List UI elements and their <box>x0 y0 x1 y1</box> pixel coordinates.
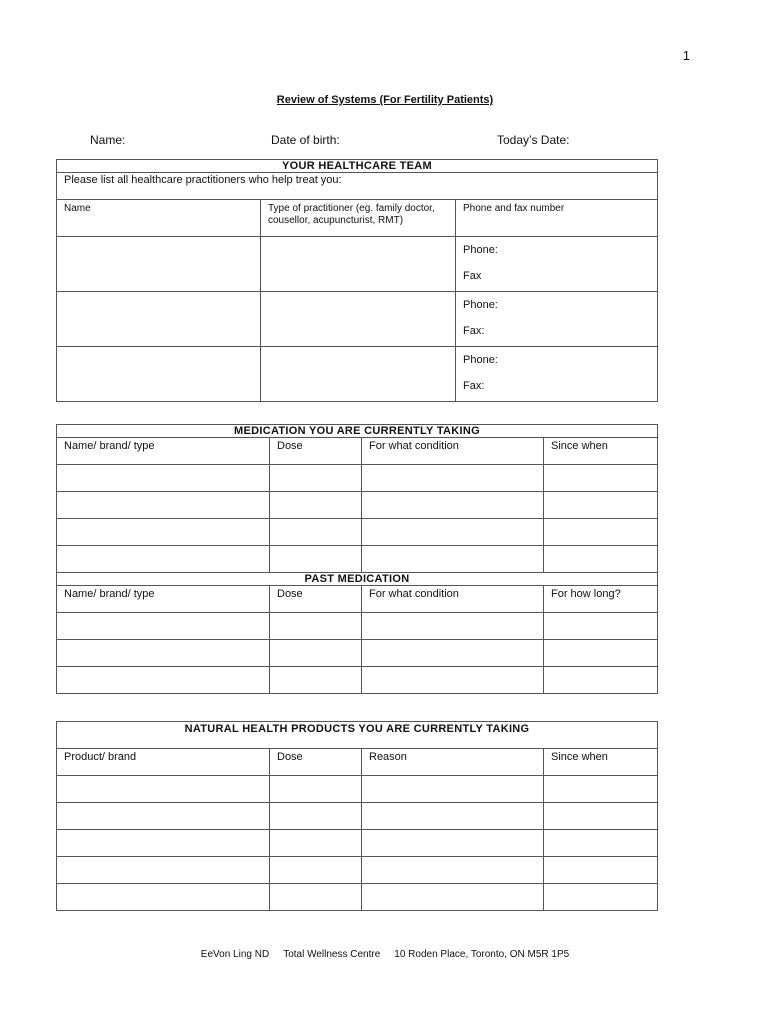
col-header-since-when: Since when <box>544 749 658 776</box>
page-number: 1 <box>682 48 690 63</box>
table-row <box>57 776 658 803</box>
footer-address: 10 Roden Place, Toronto, ON M5R 1P5 <box>394 949 570 960</box>
entry-cell[interactable] <box>544 857 658 884</box>
table-row <box>57 465 658 492</box>
table-row <box>57 492 658 519</box>
name-label: Name: <box>90 133 126 147</box>
entry-cell[interactable] <box>544 492 658 519</box>
footer-practitioner-name: EeVon Ling ND <box>200 949 270 960</box>
entry-cell[interactable] <box>544 613 658 640</box>
col-header-dose: Dose <box>270 749 362 776</box>
medication-table <box>56 424 658 694</box>
dob-label: Date of birth: <box>271 133 340 147</box>
entry-cell[interactable] <box>57 546 270 573</box>
entry-cell[interactable] <box>362 519 544 546</box>
entry-cell[interactable] <box>57 640 270 667</box>
practitioner-name-cell[interactable] <box>57 347 261 402</box>
col-header-since-when: Since when <box>544 438 658 465</box>
fax-label: Fax: <box>463 380 485 392</box>
entry-cell[interactable] <box>362 667 544 694</box>
entry-cell[interactable] <box>270 519 362 546</box>
col-header-condition: For what condition <box>362 438 544 465</box>
entry-cell[interactable] <box>362 465 544 492</box>
phone-fax-cell[interactable] <box>456 292 658 347</box>
table-row <box>57 830 658 857</box>
entry-cell[interactable] <box>270 613 362 640</box>
table-row <box>57 546 658 573</box>
page-title: Review of Systems (For Fertility Patients) <box>276 94 494 106</box>
healthcare-team-title: YOUR HEALTHCARE TEAM <box>57 160 658 173</box>
table-row <box>57 347 658 402</box>
current-medication-title: MEDICATION YOU ARE CURRENTLY TAKING <box>57 425 658 438</box>
table-row <box>57 803 658 830</box>
entry-cell[interactable] <box>57 613 270 640</box>
table-row <box>57 884 658 911</box>
entry-cell[interactable] <box>57 519 270 546</box>
practitioner-name-cell[interactable] <box>57 292 261 347</box>
entry-cell[interactable] <box>544 803 658 830</box>
today-date-label: Today’s Date: <box>497 133 570 147</box>
natural-health-products-title: NATURAL HEALTH PRODUCTS YOU ARE CURRENTLY TAKING <box>57 722 658 749</box>
table-row <box>57 237 658 292</box>
entry-cell[interactable] <box>362 546 544 573</box>
entry-cell[interactable] <box>270 830 362 857</box>
entry-cell[interactable] <box>57 667 270 694</box>
phone-label: Phone: <box>463 244 498 256</box>
table-row <box>57 613 658 640</box>
table-row <box>57 667 658 694</box>
entry-cell[interactable] <box>362 830 544 857</box>
past-medication-title: PAST MEDICATION <box>57 573 658 586</box>
entry-cell[interactable] <box>362 803 544 830</box>
footer-centre-name: Total Wellness Centre <box>283 949 381 960</box>
entry-cell[interactable] <box>362 776 544 803</box>
col-header-med-name: Name/ brand/ type <box>57 586 270 613</box>
phone-fax-cell[interactable] <box>456 237 658 292</box>
healthcare-team-table <box>56 159 658 402</box>
entry-cell[interactable] <box>544 546 658 573</box>
natural-health-products-table <box>56 721 658 911</box>
entry-cell[interactable] <box>544 830 658 857</box>
table-row <box>57 519 658 546</box>
entry-cell[interactable] <box>270 857 362 884</box>
entry-cell[interactable] <box>544 884 658 911</box>
entry-cell[interactable] <box>270 803 362 830</box>
entry-cell[interactable] <box>57 803 270 830</box>
practitioner-name-cell[interactable] <box>57 237 261 292</box>
entry-cell[interactable] <box>362 884 544 911</box>
entry-cell[interactable] <box>57 492 270 519</box>
entry-cell[interactable] <box>57 857 270 884</box>
entry-cell[interactable] <box>270 492 362 519</box>
entry-cell[interactable] <box>57 830 270 857</box>
col-header-dose: Dose <box>270 586 362 613</box>
healthcare-team-instruction: Please list all healthcare practitioners who help treat you: <box>57 173 658 200</box>
table-row <box>57 857 658 884</box>
phone-label: Phone: <box>463 299 498 311</box>
phone-fax-cell[interactable] <box>456 347 658 402</box>
fax-label: Fax: <box>463 325 485 337</box>
page-footer <box>0 949 770 960</box>
col-header-condition: For what condition <box>362 586 544 613</box>
col-header-name: Name <box>57 200 261 237</box>
practitioner-type-cell[interactable] <box>261 237 456 292</box>
col-header-med-name: Name/ brand/ type <box>57 438 270 465</box>
col-header-reason: Reason <box>362 749 544 776</box>
entry-cell[interactable] <box>270 884 362 911</box>
col-header-dose: Dose <box>270 438 362 465</box>
table-row <box>57 640 658 667</box>
entry-cell[interactable] <box>57 884 270 911</box>
entry-cell[interactable] <box>362 492 544 519</box>
phone-label: Phone: <box>463 354 498 366</box>
entry-cell[interactable] <box>270 465 362 492</box>
entry-cell[interactable] <box>270 776 362 803</box>
entry-cell[interactable] <box>270 667 362 694</box>
entry-cell[interactable] <box>544 667 658 694</box>
entry-cell[interactable] <box>362 613 544 640</box>
entry-cell[interactable] <box>57 776 270 803</box>
entry-cell[interactable] <box>544 776 658 803</box>
practitioner-type-cell[interactable] <box>261 347 456 402</box>
fax-label: Fax <box>463 270 482 282</box>
entry-cell[interactable] <box>57 465 270 492</box>
col-header-product: Product/ brand <box>57 749 270 776</box>
entry-cell[interactable] <box>544 465 658 492</box>
entry-cell[interactable] <box>544 519 658 546</box>
col-header-how-long: For how long? <box>544 586 658 613</box>
col-header-phone-fax: Phone and fax number <box>456 200 658 237</box>
table-row <box>57 292 658 347</box>
col-header-practitioner-type: Type of practitioner (eg. family doctor, cousellor, acupuncturist, RMT) <box>261 200 456 237</box>
practitioner-type-cell[interactable] <box>261 292 456 347</box>
entry-cell[interactable] <box>270 546 362 573</box>
entry-cell[interactable] <box>362 857 544 884</box>
entry-cell[interactable] <box>362 640 544 667</box>
entry-cell[interactable] <box>544 640 658 667</box>
entry-cell[interactable] <box>270 640 362 667</box>
